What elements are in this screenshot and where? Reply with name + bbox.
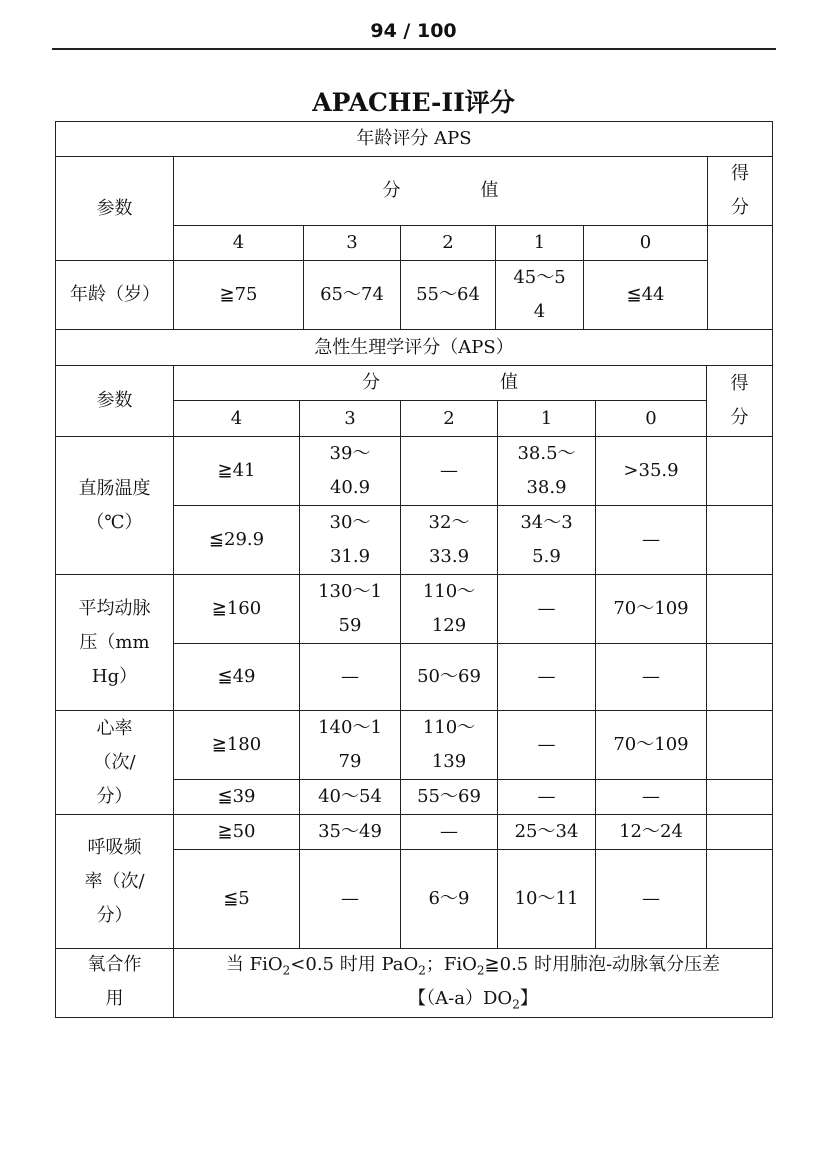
oxygenation-table (55, 948, 773, 1018)
value-cell: — (498, 780, 596, 815)
row-label-oxygenation: 氧合作用 (56, 948, 174, 1017)
score-cell (707, 506, 773, 575)
subscript: 2 (476, 963, 485, 978)
score-cell (708, 226, 773, 330)
value-cell: 140～179 (300, 711, 401, 780)
aps-section-title: 急性生理学评分（APS） (56, 330, 773, 366)
value-header-right: 值 (500, 372, 518, 393)
score-cell (707, 437, 773, 506)
points-1: 1 (498, 401, 596, 437)
value-cell: — (401, 815, 498, 850)
points-2: 2 (401, 401, 498, 437)
points-0: 0 (584, 226, 708, 261)
text-run: 】 (519, 988, 538, 1010)
points-1: 1 (496, 226, 584, 261)
value-cell: 50～69 (401, 644, 498, 711)
value-cell: 34～35.9 (498, 506, 596, 575)
value-cell: — (498, 575, 596, 644)
value-cell: — (596, 644, 707, 711)
value-cell: 12～24 (596, 815, 707, 850)
score-header-top: 得 (731, 163, 749, 184)
points-3: 3 (304, 226, 401, 261)
value-cell: — (498, 711, 596, 780)
value-header (174, 157, 708, 226)
value-header-right: 值 (480, 180, 499, 201)
value-header-left: 分 (362, 372, 380, 393)
row-label-map: 平均动脉压（mmHg） (56, 575, 174, 711)
value-cell: 70～109 (596, 711, 707, 780)
age-value: ≧75 (174, 261, 304, 330)
score-cell (707, 850, 773, 949)
value-header-left: 分 (382, 180, 401, 201)
header-rule (52, 48, 776, 50)
aps-table (55, 329, 773, 949)
value-cell: 25～34 (498, 815, 596, 850)
value-cell: ≧41 (174, 437, 300, 506)
value-cell: 30～31.9 (300, 506, 401, 575)
value-cell: 35～49 (300, 815, 401, 850)
value-cell: 130～159 (300, 575, 401, 644)
value-cell: >35.9 (596, 437, 707, 506)
subscript: 2 (512, 997, 520, 1012)
row-label-heart-rate: 心率（次/分） (56, 711, 174, 815)
param-header: 参数 (56, 157, 174, 261)
value-cell: 38.5～38.9 (498, 437, 596, 506)
value-cell: — (596, 506, 707, 575)
score-cell (707, 780, 773, 815)
text-run: <0.5 时用 PaO (290, 954, 419, 976)
oxygenation-line-1 (174, 948, 772, 982)
score-header-bottom: 分 (730, 407, 749, 428)
value-cell: ≦39 (174, 780, 300, 815)
score-cell (707, 644, 773, 711)
value-cell: — (401, 437, 498, 506)
subscript: 2 (282, 963, 291, 978)
value-cell: 55～69 (401, 780, 498, 815)
age-value: 55～64 (401, 261, 496, 330)
points-2: 2 (401, 226, 496, 261)
points-0: 0 (596, 401, 707, 437)
value-cell: ≦5 (174, 850, 300, 949)
value-cell: 39～40.9 (300, 437, 401, 506)
age-value: 65～74 (304, 261, 401, 330)
text-run: 【（A-a）DO (408, 988, 513, 1010)
age-value: ≦44 (584, 261, 708, 330)
value-cell: — (300, 644, 401, 711)
value-cell: ≧160 (174, 575, 300, 644)
param-header: 参数 (56, 366, 174, 437)
page-title: APACHE-II评分 (312, 88, 515, 117)
score-header-top: 得 (730, 373, 749, 394)
value-cell: — (596, 850, 707, 949)
score-header (707, 366, 773, 437)
age-score-table (55, 121, 773, 330)
row-label-respiratory-rate: 呼吸频率（次/分） (56, 815, 174, 949)
text-run: ≧0.5 时用肺泡-动脉氧分压差 (484, 954, 721, 976)
value-cell: 6～9 (401, 850, 498, 949)
value-cell: 110～129 (401, 575, 498, 644)
value-cell: 110～139 (401, 711, 498, 780)
points-4: 4 (174, 401, 300, 437)
value-cell: — (498, 644, 596, 711)
value-cell: ≦29.9 (174, 506, 300, 575)
age-section-title: 年龄评分 APS (56, 122, 773, 157)
value-cell: 40～54 (300, 780, 401, 815)
oxygenation-description (174, 948, 773, 1017)
subscript: 2 (418, 963, 426, 978)
row-label-age: 年龄（岁） (56, 261, 174, 330)
points-4: 4 (174, 226, 304, 261)
value-cell: 32～33.9 (401, 506, 498, 575)
score-cell (707, 815, 773, 850)
value-cell: ≧180 (174, 711, 300, 780)
value-cell: — (300, 850, 401, 949)
score-cell (707, 575, 773, 644)
row-label-temperature: 直肠温度（℃） (56, 437, 174, 575)
oxygenation-line-2 (174, 982, 772, 1016)
value-cell: ≦49 (174, 644, 300, 711)
value-header (174, 366, 707, 401)
text-run: 当 FiO (225, 954, 283, 976)
page-number: 94 / 100 (370, 20, 457, 42)
score-header-bottom: 分 (731, 197, 749, 218)
value-cell: ≧50 (174, 815, 300, 850)
points-3: 3 (300, 401, 401, 437)
value-cell: 10～11 (498, 850, 596, 949)
score-header (708, 157, 773, 226)
value-cell: 70～109 (596, 575, 707, 644)
value-cell: — (596, 780, 707, 815)
text-run: ；FiO (425, 954, 477, 976)
age-value: 45～54 (496, 261, 584, 330)
score-cell (707, 711, 773, 780)
